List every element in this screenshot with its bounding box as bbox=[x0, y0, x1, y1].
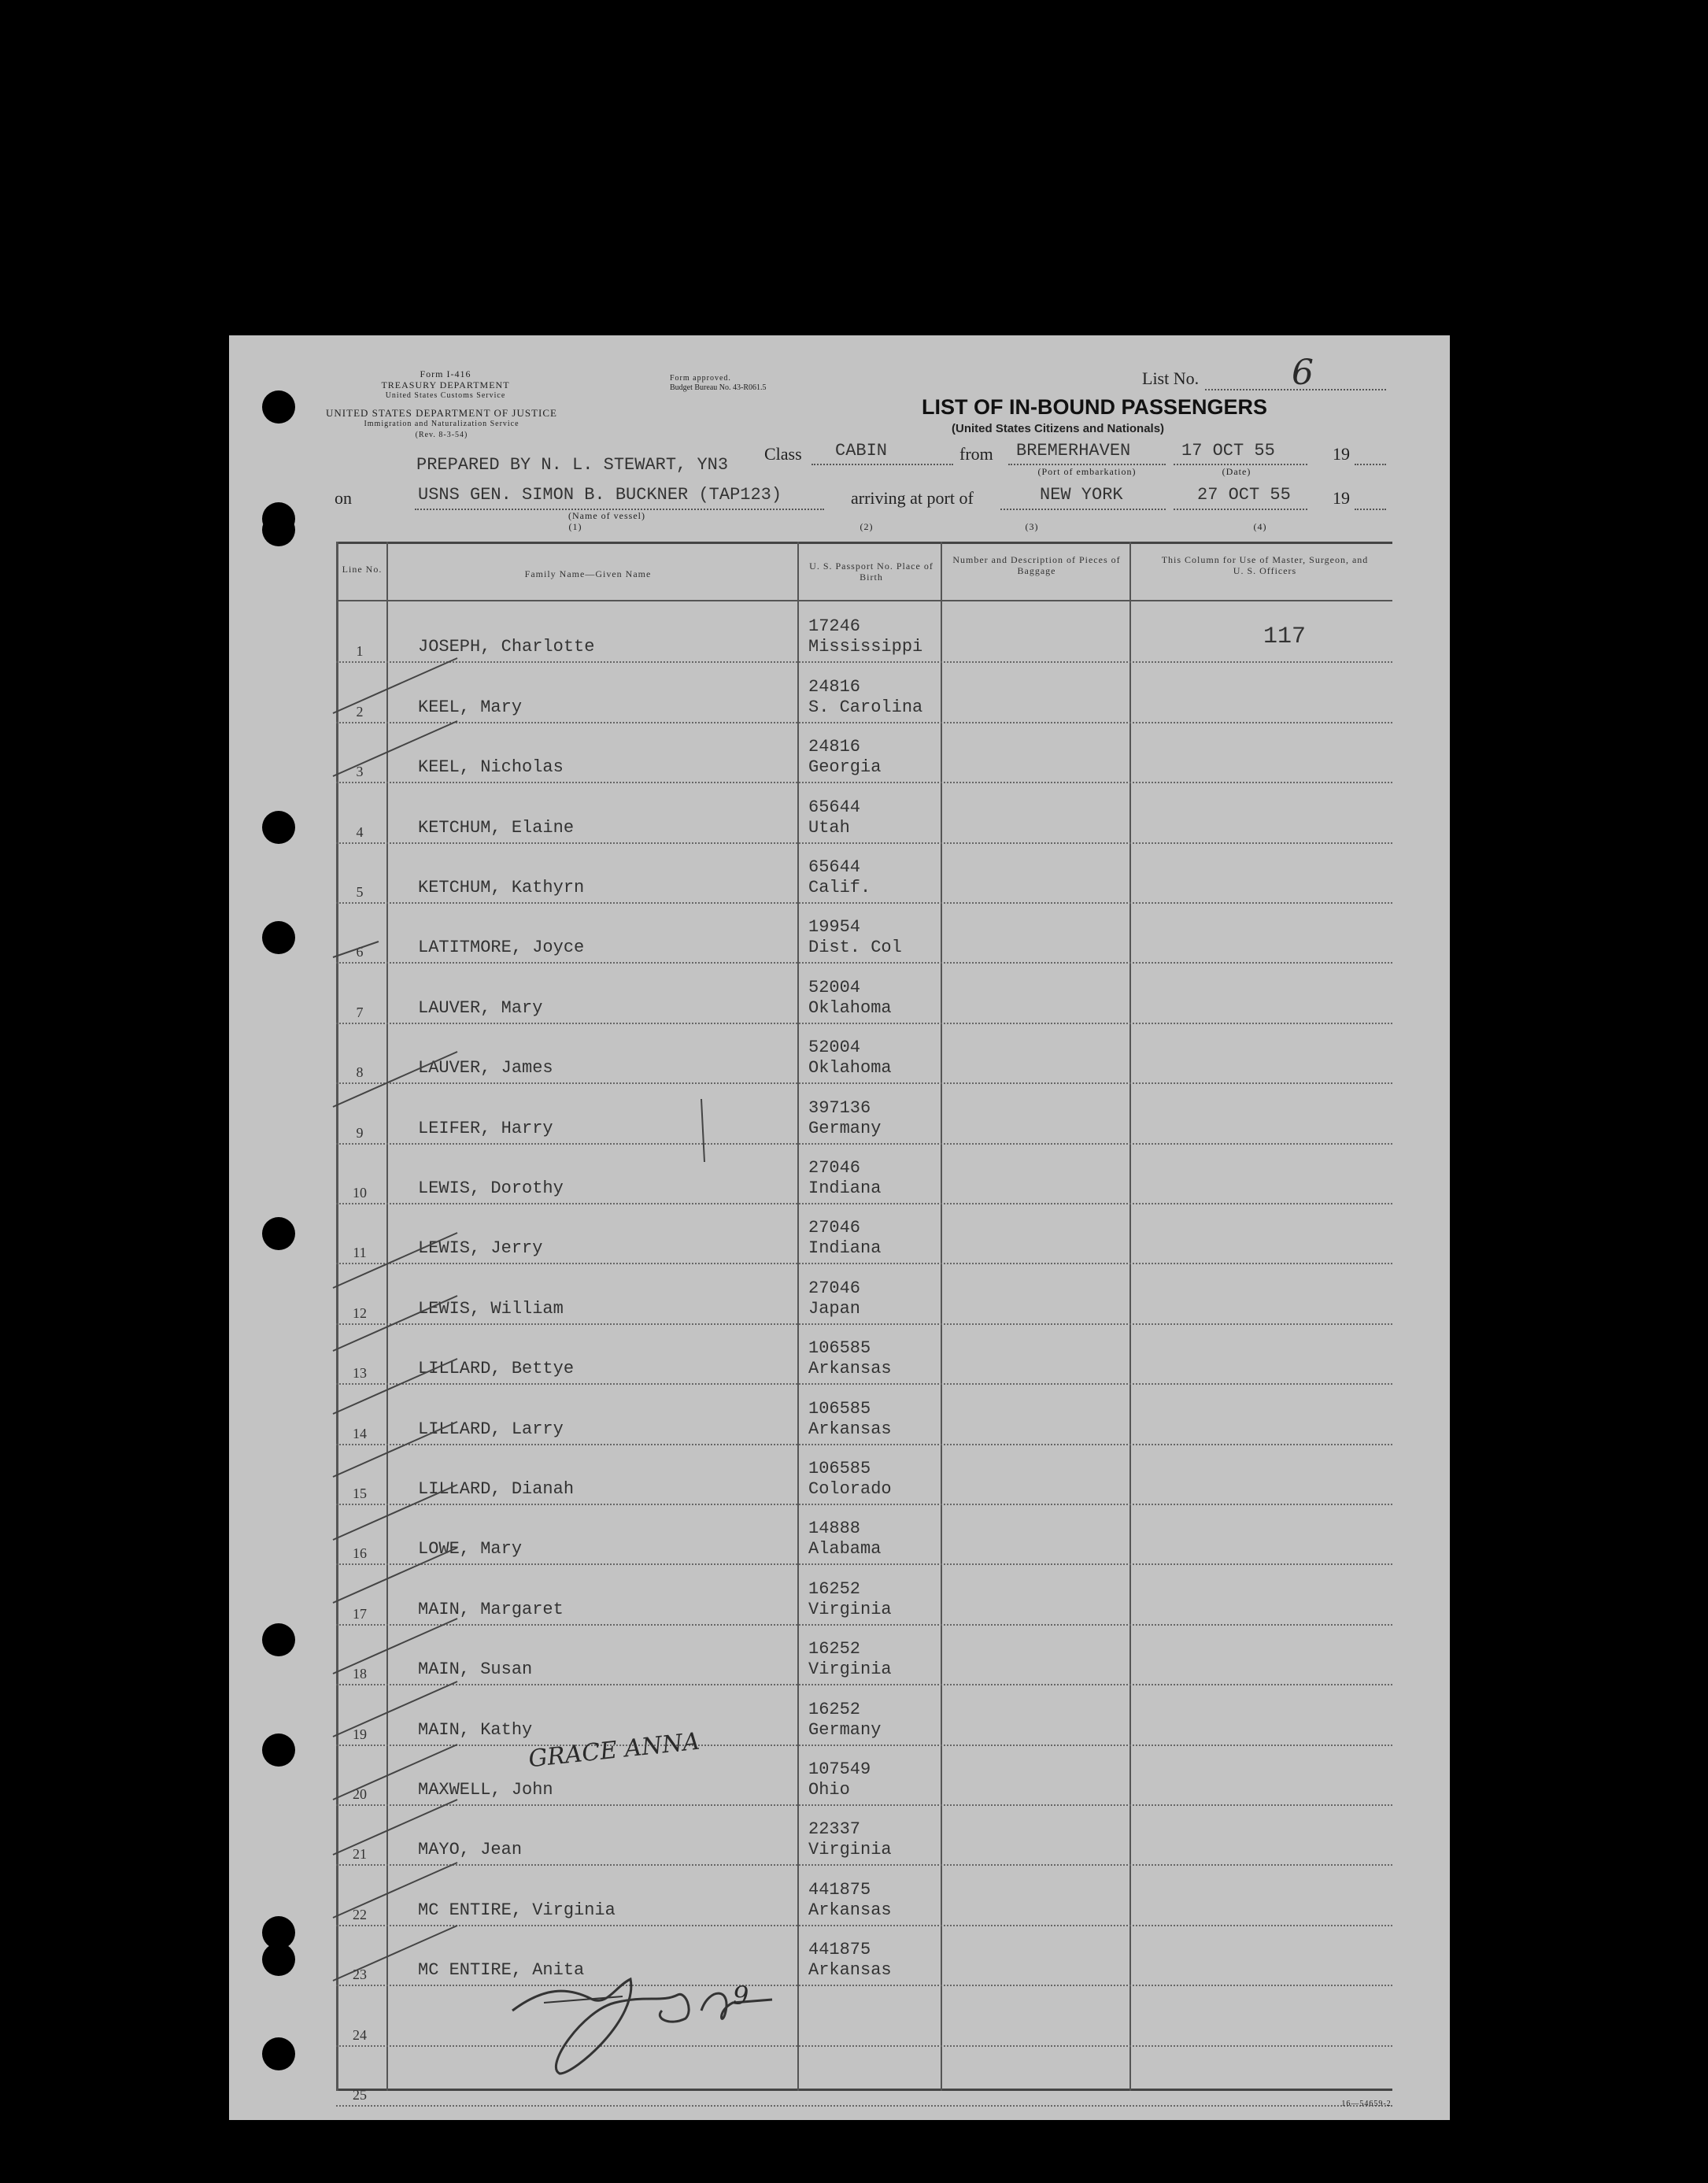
place-of-birth: Utah bbox=[808, 817, 850, 838]
port-embarkation-caption: (Port of embarkation) bbox=[1037, 466, 1137, 477]
passenger-name: KETCHUM, Elaine bbox=[418, 817, 575, 838]
line-number: 12 bbox=[353, 1304, 367, 1321]
place-of-birth: Germany bbox=[808, 1118, 882, 1138]
caption-3: (3) bbox=[1025, 521, 1039, 532]
passport-number: 16252 bbox=[808, 1578, 861, 1599]
passport-number: 65644 bbox=[808, 797, 861, 817]
place-of-birth: Arkansas bbox=[808, 1900, 892, 1920]
on-label: on bbox=[335, 488, 352, 508]
passenger-name: LOWE, Mary bbox=[418, 1539, 523, 1560]
date-caption: (Date) bbox=[1222, 466, 1251, 477]
punch-hole bbox=[262, 2037, 295, 2070]
prepared-by: PREPARED BY N. L. STEWART, YN3 bbox=[416, 455, 729, 475]
place-of-birth: Colorado bbox=[808, 1478, 892, 1499]
line-number: 1 bbox=[356, 643, 364, 660]
passport-number: 27046 bbox=[808, 1218, 861, 1238]
punch-hole bbox=[262, 1623, 295, 1656]
passport-number: 397136 bbox=[808, 1097, 871, 1118]
list-no-label: List No. bbox=[1142, 368, 1200, 388]
budget-bureau: Budget Bureau No. 43-R061.5 bbox=[670, 383, 767, 392]
line-number: 8 bbox=[356, 1064, 364, 1081]
handwritten-name: GRACE ANNA bbox=[527, 1727, 701, 1774]
line-number: 23 bbox=[353, 1967, 367, 1983]
passenger-name: JOSEPH, Charlotte bbox=[418, 637, 595, 657]
line-number: 25 bbox=[353, 2086, 367, 2103]
line-number: 4 bbox=[356, 823, 364, 840]
passport-number: 24816 bbox=[808, 676, 861, 697]
caption-1: (1) bbox=[568, 521, 582, 532]
place-of-birth: Germany bbox=[808, 1719, 882, 1740]
place-of-birth: S. Carolina bbox=[808, 697, 923, 717]
passenger-name: MAXWELL, John bbox=[418, 1779, 553, 1800]
passport-number: 52004 bbox=[808, 977, 861, 997]
line-number: 2 bbox=[356, 703, 364, 720]
punch-hole bbox=[262, 1943, 295, 1976]
form-approved: Form approved. bbox=[670, 374, 731, 383]
officer-note: 117 bbox=[1263, 623, 1306, 651]
from-label: from bbox=[959, 444, 993, 464]
line-number: 3 bbox=[356, 764, 364, 780]
revision: (Rev. 8-3-54) bbox=[415, 431, 468, 439]
caption-2: (2) bbox=[860, 521, 874, 532]
line-number: 14 bbox=[353, 1425, 367, 1441]
caption-4: (4) bbox=[1253, 521, 1267, 532]
place-of-birth: Ohio bbox=[808, 1779, 850, 1800]
form-number: Form I-416 bbox=[420, 368, 471, 379]
line-number: 21 bbox=[353, 1846, 367, 1863]
year-prefix-2: 19 bbox=[1333, 488, 1350, 508]
passenger-name: MAIN, Susan bbox=[418, 1659, 533, 1680]
signature-number: 9 bbox=[733, 1981, 749, 2011]
line-number: 18 bbox=[353, 1666, 367, 1682]
treasury-dept: TREASURY DEPARTMENT bbox=[381, 379, 510, 390]
passport-number: 441875 bbox=[808, 1940, 871, 1960]
place-of-birth: Indiana bbox=[808, 1238, 882, 1259]
line-number: 7 bbox=[356, 1004, 364, 1020]
place-of-birth: Oklahoma bbox=[808, 1058, 892, 1079]
line-number: 19 bbox=[353, 1726, 367, 1742]
vessel-name: USNS GEN. SIMON B. BUCKNER (TAP123) bbox=[418, 485, 782, 505]
passport-number: 106585 bbox=[808, 1398, 871, 1419]
passenger-name: LEWIS, Dorothy bbox=[418, 1178, 564, 1198]
place-of-birth: Arkansas bbox=[808, 1419, 892, 1439]
place-of-birth: Mississippi bbox=[808, 637, 923, 657]
place-of-birth: Oklahoma bbox=[808, 997, 892, 1018]
col-officers: This Column for Use of Master, Surgeon, and U. S. Officers bbox=[1161, 554, 1369, 576]
line-number: 5 bbox=[356, 883, 364, 900]
passenger-name: LAUVER, Mary bbox=[418, 997, 543, 1018]
punch-hole bbox=[262, 1733, 295, 1767]
line-number: 10 bbox=[353, 1184, 367, 1201]
passport-number: 27046 bbox=[808, 1157, 861, 1178]
passenger-name: LILLARD, Larry bbox=[418, 1419, 564, 1439]
punch-hole bbox=[262, 390, 295, 424]
line-number: 15 bbox=[353, 1485, 367, 1501]
port-arrival: NEW YORK bbox=[1040, 485, 1123, 505]
place-of-birth: Virginia bbox=[808, 1840, 892, 1860]
port-embarkation: BREMERHAVEN bbox=[1016, 441, 1131, 461]
arriving-label: arriving at port of bbox=[851, 488, 974, 508]
passenger-name: LILLARD, Bettye bbox=[418, 1359, 575, 1379]
passenger-name: LAUVER, James bbox=[418, 1058, 553, 1079]
passenger-name: MAIN, Kathy bbox=[418, 1719, 533, 1740]
passport-number: 19954 bbox=[808, 917, 861, 938]
col-name: Family Name—Given Name bbox=[524, 568, 652, 579]
passenger-name: MAIN, Margaret bbox=[418, 1599, 564, 1619]
passport-number: 52004 bbox=[808, 1038, 861, 1058]
class-label: Class bbox=[764, 444, 802, 464]
line-number: 20 bbox=[353, 1785, 367, 1802]
passenger-name: KETCHUM, Kathyrn bbox=[418, 877, 585, 897]
col-passport: U. S. Passport No. Place of Birth bbox=[809, 561, 933, 583]
passenger-name: LEWIS, Jerry bbox=[418, 1238, 543, 1259]
class-value: CABIN bbox=[835, 441, 888, 461]
place-of-birth: Virginia bbox=[808, 1659, 892, 1680]
passport-number: 14888 bbox=[808, 1519, 861, 1539]
line-number: 24 bbox=[353, 2026, 367, 2043]
place-of-birth: Arkansas bbox=[808, 1960, 892, 1981]
date-departure: 17 OCT 55 bbox=[1181, 441, 1275, 461]
place-of-birth: Dist. Col bbox=[808, 938, 902, 958]
punch-hole bbox=[262, 921, 295, 954]
place-of-birth: Alabama bbox=[808, 1539, 882, 1560]
line-number: 9 bbox=[356, 1124, 364, 1141]
passenger-name: KEEL, Nicholas bbox=[418, 757, 564, 778]
punch-hole bbox=[262, 811, 295, 844]
justice-dept: UNITED STATES DEPARTMENT OF JUSTICE bbox=[326, 407, 557, 419]
place-of-birth: Arkansas bbox=[808, 1359, 892, 1379]
passport-number: 106585 bbox=[808, 1458, 871, 1478]
passenger-name: LEWIS, William bbox=[418, 1298, 564, 1319]
date-arrival: 27 OCT 55 bbox=[1197, 485, 1291, 505]
list-no-value: 6 bbox=[1292, 353, 1314, 393]
passport-number: 16252 bbox=[808, 1639, 861, 1659]
footer-code: 16—54659-2 bbox=[1341, 2100, 1392, 2108]
col-baggage: Number and Description of Pieces of Baggage bbox=[952, 554, 1121, 576]
line-number: 13 bbox=[353, 1365, 367, 1382]
place-of-birth: Virginia bbox=[808, 1599, 892, 1619]
line-number: 22 bbox=[353, 1906, 367, 1922]
passport-number: 17246 bbox=[808, 616, 861, 637]
passport-number: 65644 bbox=[808, 857, 861, 877]
passenger-name: MC ENTIRE, Virginia bbox=[418, 1900, 616, 1920]
page-title: LIST OF IN-BOUND PASSENGERS bbox=[922, 395, 1268, 419]
punch-hole bbox=[262, 513, 295, 546]
passport-number: 441875 bbox=[808, 1879, 871, 1900]
place-of-birth: Japan bbox=[808, 1298, 861, 1319]
year-prefix: 19 bbox=[1333, 444, 1350, 464]
punch-hole bbox=[262, 1217, 295, 1250]
passport-number: 22337 bbox=[808, 1819, 861, 1840]
place-of-birth: Indiana bbox=[808, 1178, 882, 1198]
line-number: 6 bbox=[356, 944, 364, 960]
passport-number: 16252 bbox=[808, 1699, 861, 1719]
col-line-no: Line No. bbox=[342, 564, 383, 575]
passport-number: 106585 bbox=[808, 1338, 871, 1359]
customs-service: United States Customs Service bbox=[385, 391, 506, 400]
place-of-birth: Georgia bbox=[808, 757, 882, 778]
passport-number: 107549 bbox=[808, 1759, 871, 1779]
page-subtitle: (United States Citizens and Nationals) bbox=[952, 422, 1165, 435]
passenger-name: LATITMORE, Joyce bbox=[418, 938, 585, 958]
vessel-caption: (Name of vessel) bbox=[568, 510, 645, 521]
passenger-name: LILLARD, Dianah bbox=[418, 1478, 575, 1499]
passenger-name: MAYO, Jean bbox=[418, 1840, 523, 1860]
ins-service: Immigration and Naturalization Service bbox=[364, 420, 519, 428]
passenger-name: MC ENTIRE, Anita bbox=[418, 1960, 585, 1981]
place-of-birth: Calif. bbox=[808, 877, 871, 897]
passport-number: 27046 bbox=[808, 1278, 861, 1298]
passenger-name: LEIFER, Harry bbox=[418, 1118, 553, 1138]
manifest-sheet bbox=[229, 335, 1450, 2120]
passenger-name: KEEL, Mary bbox=[418, 697, 523, 717]
checkmark-strokes bbox=[331, 595, 725, 2091]
line-number: 17 bbox=[353, 1605, 367, 1622]
line-number: 16 bbox=[353, 1545, 367, 1562]
line-number: 11 bbox=[353, 1245, 367, 1261]
passport-number: 24816 bbox=[808, 737, 861, 757]
